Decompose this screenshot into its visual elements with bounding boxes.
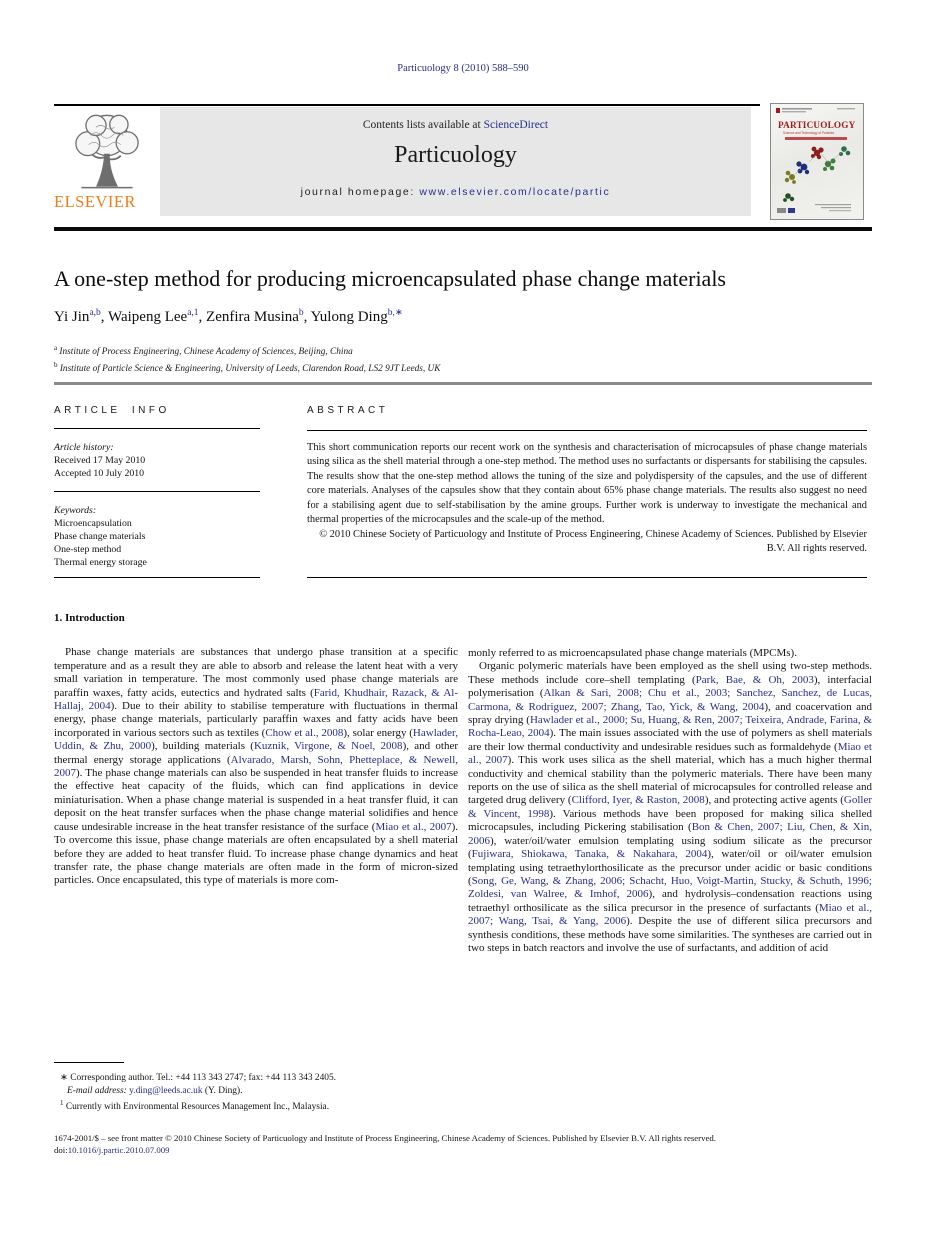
body-text-run: ). Various methods have been proposed for making silica shelled microcapsules, including Pickering stabilisation (: [468, 807, 872, 834]
info-section-gray-rule: [54, 382, 872, 385]
body-text-run: ), solar energy (: [343, 726, 413, 739]
body-text-run: ). This work uses silica as the shell material, which has a much higher thermal conductivity and chemical stability than the polymeric materials. There have been many reports on the use of silica as the shell material of microcapsules for controlled release and targeted drug delivery (: [468, 754, 872, 807]
section-heading-introduction: 1. Introduction: [54, 612, 125, 624]
citation-link[interactable]: Song, Ge, Wang, & Zhang, 2006; Schacht, Huo, Voigt-Martin, Stucky, & Schuth, 1996; Zoldesi, van Walree, & Imhof, 2006: [468, 874, 872, 901]
body-text-run: Phase change materials are substances that undergo phase transition at a specific temperature and as a result they are able to absorb and release the latent heat with a very small variation in temperature. The most commonly used phase change materials are paraffin waxes, fatty acids, eutectics and hydrated salts (: [54, 646, 458, 699]
citation-link[interactable]: Fujiwara, Shiokawa, Tanaka, & Nakahara, 2004: [471, 848, 708, 861]
journal-homepage-link[interactable]: www.elsevier.com/locate/partic: [419, 186, 611, 198]
citation-link[interactable]: Alvarado, Marsh, Sohn, Phetteplace, & Newell, 2007: [54, 753, 459, 780]
sciencedirect-link[interactable]: ScienceDirect: [483, 119, 549, 131]
header-thick-rule: [54, 227, 872, 231]
body-text-run: ). The main issues associated with the use of polymers as shell materials are their low thermal conductivity and undesirable residues such as formaldehyde (: [468, 727, 873, 753]
elsevier-logo: [54, 108, 160, 216]
author-name: Zenfira Musina: [206, 309, 299, 325]
body-text-run: ). To overcome this issue, phase change materials are often encapsulated by a shell material before they are added to heat transfer fluid. To increase phase change dynamics and heat transfer rate, the phase change materials are often made in the form of micron-sized particles. Once encapsulated, this type of materials is more com-: [54, 820, 458, 887]
citation-link[interactable]: Clifford, Iyer, & Raston, 2008: [571, 794, 705, 807]
footnotes-block: [54, 1062, 458, 1113]
body-text: [54, 612, 872, 955]
abstract-rule: [307, 430, 867, 431]
info-bottom-rule: [54, 577, 260, 578]
journal-title: Particuology: [394, 142, 517, 168]
keywords-label: Keywords:: [54, 505, 97, 516]
citation-link[interactable]: Farid, Khudhair, Razack, & Al-Hallaj, 2004: [54, 686, 458, 713]
article-title: A one-step method for producing microencapsulated phase change materials: [54, 266, 726, 291]
top-rule-divider: [54, 104, 760, 106]
body-text-run: ). Due to their ability to stabilise temperature with fluctuations in thermal energy, phase change materials, particularly paraffin waxes and fatty acids have been incorporated in various sectors such as textiles (: [54, 700, 458, 739]
affiliation-item: $^a$ Institute of Process Engineering, Chinese Academy of Sciences, Beijing, China: [54, 344, 353, 358]
body-text-run: ), water/oil or oil/water emulsion templating using tetraethylorthosilicate as the precursor under acidic or basic conditions (: [468, 848, 872, 887]
body-text-run: ), and hydrolysis–condensation reactions using tetraethyl orthosilicate as the silica precursor in the presence of surfactants (: [468, 888, 873, 914]
intro-paragraph-right: [468, 660, 872, 955]
body-text-run: ), and coacervation and spray drying (: [468, 700, 872, 727]
footnote-divider: [54, 1062, 124, 1063]
doi-line: doi:10.1016/j.partic.2010.07.009: [54, 1145, 170, 1155]
article-info-column: [54, 404, 260, 569]
citation-link[interactable]: Miao et al., 2007: [375, 820, 452, 833]
citation-link[interactable]: Chow et al., 2008: [265, 726, 344, 739]
journal-header-banner: [160, 107, 751, 216]
author-superscript[interactable]: a,1: [187, 308, 199, 318]
abstract-column: [307, 404, 867, 557]
doi-link[interactable]: 10.1016/j.partic.2010.07.009: [67, 1145, 170, 1155]
list-item: Thermal energy storage: [54, 557, 147, 568]
elsevier-wordmark: ELSEVIER: [54, 192, 136, 211]
intro-left-column: [54, 612, 458, 955]
abstract-copyright: © 2010 Chinese Society of Particuology and Institute of Process Engineering, Chinese Academy of Sciences. Published by Elsevier B.V. All rights reserved.: [319, 528, 867, 554]
journal-cover-thumbnail: [770, 103, 864, 220]
contents-list-line: Contents lists available at ScienceDirect: [362, 119, 549, 131]
author-name: Yi Jin: [54, 309, 90, 325]
body-text-run: ). The phase change materials can also be suspended in heat transfer fluids to increase the effective heat capacity of the fluids, which can find applications in device miniaturisation. When a phase change material is suspended in a heat transfer fluid, it can deposit on the heat transfer surfaces when the phase change material solidifies and hence cause undesirable increase in the heat transfer resistance of the surface (: [54, 767, 458, 833]
email-link[interactable]: y.ding@leeds.ac.uk: [129, 1085, 203, 1096]
body-text-run: ), and other thermal energy storage applications (: [54, 740, 458, 766]
list-item: One-step method: [54, 544, 122, 555]
affiliation-list: [54, 342, 872, 376]
list-item: Microencapsulation: [54, 518, 132, 529]
citation-link[interactable]: Hawlader et al., 2000; Su, Huang, & Ren, 2007; Teixeira, Andrade, Farina, & Rocha-Leao, 2004: [468, 714, 873, 740]
article-history-label: Article history:: [54, 442, 114, 453]
intro-paragraph-left: [54, 646, 458, 887]
author-superscript[interactable]: b,∗: [387, 308, 403, 318]
abstract-bottom-rule: [307, 577, 867, 578]
body-text-run: ), interfacial polymerisation (: [468, 673, 872, 700]
intro-right-column: [468, 612, 872, 955]
cover-title: PARTICUOLOGY: [778, 120, 856, 130]
citation-link[interactable]: Kuznik, Virgone, & Noel, 2008: [253, 740, 403, 753]
author-superscript[interactable]: b: [298, 308, 304, 318]
article-info-rule: [54, 428, 260, 429]
masthead-citation: Particuology 8 (2010) 588–590: [397, 63, 529, 74]
article-info-heading: ARTICLE INFO: [54, 405, 170, 416]
body-text-run: ), and protecting active agents (: [704, 794, 844, 807]
citation-link[interactable]: Miao et al., 2007; Wang, Tsai, & Yang, 2006: [468, 901, 872, 928]
author-name: Yulong Ding: [310, 309, 388, 325]
author-superscript[interactable]: a,b: [89, 308, 101, 318]
article-history-list: [54, 454, 260, 480]
author-name: Waipeng Lee: [108, 309, 188, 325]
elsevier-tree-icon: [54, 108, 160, 194]
keywords-list: [54, 517, 260, 569]
body-text-run: ), water/oil/water emulsion templating using sodium silicate as the precursor (: [468, 834, 872, 861]
email-address-line: E-mail address: y.ding@leeds.ac.uk (Y. Ding).: [67, 1085, 243, 1096]
citation-link[interactable]: Bon & Chen, 2007; Liu, Chen, & Xin, 2006: [468, 821, 872, 847]
intro-paragraph-continuation: [468, 647, 872, 660]
body-text-run: monly referred to as microencapsulated phase change materials (MPCMs).: [468, 647, 797, 659]
cover-particle-clusters: [783, 146, 850, 202]
page-footer: [54, 1132, 872, 1156]
body-text-run: ), building materials (: [151, 740, 254, 753]
abstract-text: This short communication reports our recent work on the synthesis and characterisation of microcapsules of phase change materials using silica as the shell material through a one-step method. The method uses no surfactants or dispersants for stabilising the capsules. The results show that the one-step method allows the tuning of the size and polydispersity of the capsules, and the use of different core materials. Analyses of the capsules show that they contain about 65% phase change materials. The results also suggest no need for a stabilising agent due to self-stabilisation by the amine groups. Further work is underway to investigate the mechanical and thermal properties of the microcapsules and the scale-up of the method.: [307, 441, 867, 525]
journal-homepage-line: journal homepage: www.elsevier.com/locate/partic: [300, 186, 611, 198]
body-text-run: Organic polymeric materials have been employed as the shell using two-step methods. These methods include core–shell templating (: [468, 660, 872, 686]
list-item: Phase change materials: [54, 531, 146, 542]
author-list: Yi Jin$^{a,b}$, Waipeng Lee$^{a,1}$, Zenfira Musina$^b$, Yulong Ding$^{b,∗}$: [54, 308, 403, 325]
citation-link[interactable]: Hawlader, Uddin, & Zhu, 2000: [54, 726, 458, 753]
citation-link[interactable]: Miao et al., 2007: [468, 740, 872, 767]
affiliation-item: $^b$ Institute of Particle Science & Engineering, University of Leeds, Clarendon Road, LS2 9JT Leeds, UK: [54, 361, 441, 375]
footnote-1: $^1$ Currently with Environmental Resources Management Inc., Malaysia.: [60, 1098, 330, 1113]
footer-issn-line: 1674-2001/$ – see front matter © 2010 Chinese Society of Particuology and Institute of Process Engineering, Chinese Academy of Sciences. Published by Elsevier B.V. All rights reserved.: [54, 1133, 717, 1143]
citation-link[interactable]: Goller & Vincent, 1998: [468, 794, 873, 820]
list-item: Accepted 10 July 2010: [54, 468, 145, 479]
abstract-heading: ABSTRACT: [307, 405, 389, 416]
body-text-run: ). Despite the use of different silica precursors and synthesis conditions, these methods have some similarities. The syntheses are carried out in two steps in batch reactors and involve the use of surfactants, and addition of acid: [468, 915, 872, 954]
corresponding-author-note: ∗ Corresponding author. Tel.: +44 113 343 2747; fax: +44 113 343 2405.: [60, 1073, 337, 1084]
list-item: Received 17 May 2010: [54, 455, 146, 466]
cover-subtitle: Science and Technology of Particles: [783, 131, 835, 135]
citation-link[interactable]: Alkan & Sari, 2008; Chu et al., 2003; Sanchez, Sanchez, de Lucas, Carmona, & Rodriguez, 2007; Zhang, Tao, Yick, & Wang, 2004: [468, 687, 872, 713]
keywords-divider-rule: [54, 491, 260, 492]
citation-link[interactable]: Park, Bae, & Oh, 2003: [695, 673, 814, 686]
